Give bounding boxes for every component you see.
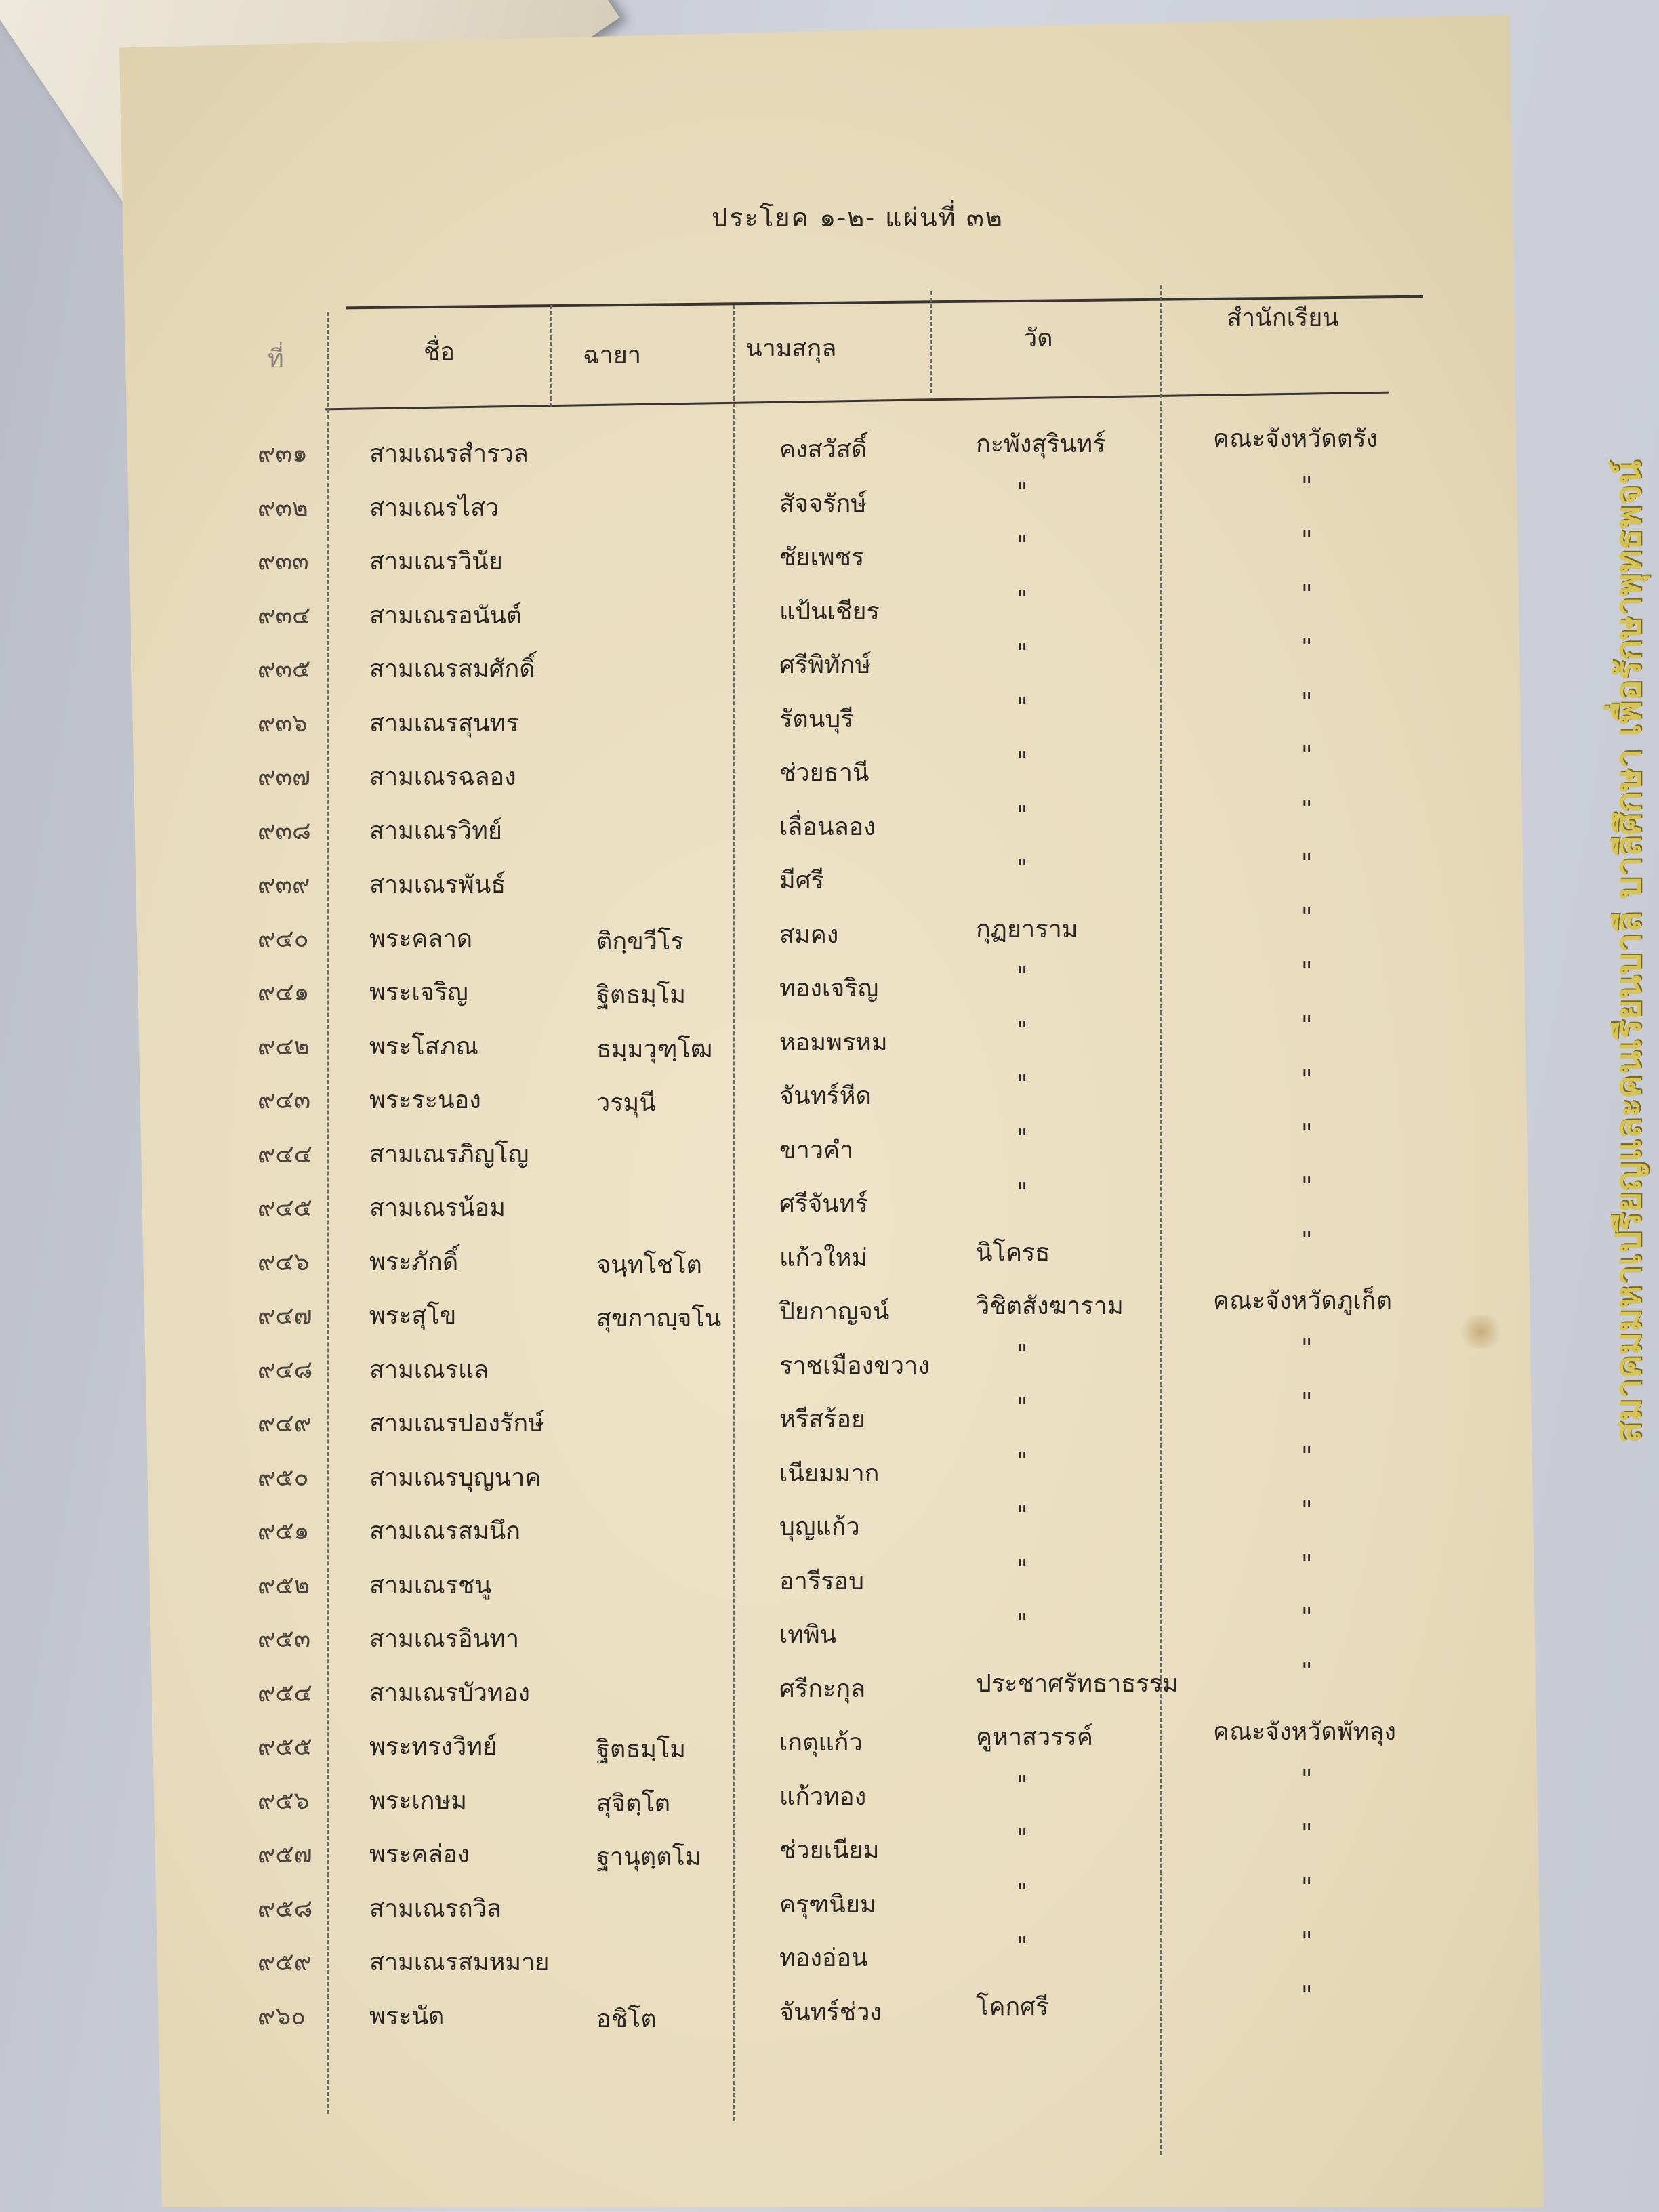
row-chaya: ติกฺขวีโร (596, 927, 684, 956)
row-name: สามเณรวิทย์ (369, 817, 502, 845)
row-number: ๙๓๕ (258, 655, 311, 683)
column-header-wat: วัด (1023, 325, 1053, 352)
row-number: ๙๕๒ (258, 1571, 310, 1599)
row-school: คณะจังหวัดภูเก็ต (1213, 1287, 1393, 1315)
row-wat: " (1017, 747, 1028, 775)
row-number: ๙๔๓ (258, 1086, 311, 1114)
row-number: ๙๖๐ (258, 2002, 306, 2030)
row-wat: " (1017, 1933, 1028, 1961)
column-header-name: ชื่อ (424, 338, 455, 366)
row-name: พระคลาด (369, 924, 473, 953)
row-wat: ประชาศรัทธาธรรม (976, 1669, 1179, 1698)
row-wat: " (1017, 1394, 1028, 1422)
row-chaya: ฐิตธมฺโม (596, 1736, 687, 1763)
row-wat: " (1017, 1771, 1028, 1799)
row-name: สามเณรไสว (369, 493, 499, 522)
row-name: พระเจริญ (369, 979, 468, 1006)
row-wat: " (1017, 1179, 1028, 1206)
row-number: ๙๓๖ (258, 709, 308, 737)
table-row (258, 580, 1423, 636)
table-row (258, 1173, 1423, 1229)
table-row (258, 1765, 1423, 1822)
row-name: สามเณรสมหมาย (369, 1948, 550, 1976)
row-school: " (1301, 1496, 1313, 1524)
row-number: ๙๔๙ (258, 1410, 312, 1437)
row-wat: " (1017, 586, 1028, 614)
row-school: " (1301, 1227, 1313, 1255)
table-row (258, 1287, 1423, 1336)
row-wat: " (1017, 855, 1028, 883)
row-name: สามเณรสุนทร (369, 709, 519, 737)
row-school: " (1301, 634, 1313, 662)
row-wat: " (1017, 478, 1028, 506)
row-name: สามเณรอนันต์ (369, 601, 523, 630)
row-number: ๙๕๕ (258, 1733, 312, 1761)
row-name: สามเณรบัวทอง (369, 1679, 530, 1707)
table-row (258, 1550, 1423, 1606)
row-school: " (1301, 1011, 1313, 1040)
row-wat: " (1017, 693, 1028, 722)
row-school: " (1301, 742, 1313, 770)
row-school: " (1301, 472, 1313, 501)
row-surname: เลื่อนลอง (779, 813, 876, 841)
row-surname: สัจจรักษ์ (779, 489, 867, 518)
row-school: " (1301, 1873, 1313, 1902)
row-surname: ศรีจันทร์ (779, 1190, 868, 1218)
row-school: " (1301, 903, 1313, 932)
row-name: พระสุโข (369, 1302, 457, 1330)
row-school: " (1301, 1065, 1313, 1093)
table-row (258, 1604, 1423, 1660)
column-divider-2 (550, 305, 552, 407)
row-surname: ขาวคำ (779, 1136, 854, 1164)
row-surname: สมคง (779, 920, 839, 949)
row-surname: เนียมมาก (779, 1459, 880, 1488)
row-name: สามเณรปองรักษ์ (369, 1410, 544, 1437)
row-chaya: อชิโต (596, 2005, 657, 2033)
row-wat: " (1017, 801, 1028, 830)
row-wat: โคกศรี (976, 1992, 1049, 2021)
row-name: พระภักดิ์ (369, 1248, 459, 1276)
column-divider-4 (930, 291, 932, 393)
row-surname: ช่วยเนียม (779, 1837, 880, 1864)
row-number: ๙๔๒ (258, 1032, 310, 1061)
row-surname: แป้นเชียร (779, 597, 880, 626)
table-row (258, 425, 1423, 474)
row-surname: ทองเจริญ (779, 975, 879, 1002)
row-number: ๙๔๐ (258, 924, 309, 953)
row-wat: นิโครธ (976, 1238, 1050, 1267)
row-name: พระระนอง (369, 1086, 481, 1114)
row-surname: ทองอ่อน (779, 1944, 868, 1972)
row-school: " (1301, 1765, 1313, 1794)
row-wat: " (1017, 1071, 1028, 1099)
row-surname: คงสวัสดิ์ (779, 436, 867, 464)
row-wat: " (1017, 1879, 1028, 1907)
row-name: สามเณรอินทา (369, 1625, 520, 1653)
row-wat: " (1017, 1448, 1028, 1476)
table-row (258, 1334, 1423, 1391)
table-row (258, 796, 1423, 852)
row-name: สามเณรพันธ์ (369, 871, 506, 899)
row-number: ๙๔๔ (258, 1140, 312, 1168)
row-name: สามเณรชนู (369, 1571, 491, 1599)
table-row (258, 1496, 1423, 1552)
column-header-surname: นามสกุล (745, 335, 837, 363)
row-name: พระนัด (369, 2002, 445, 2030)
row-number: ๙๓๘ (258, 817, 311, 845)
row-surname: อารีรอบ (779, 1567, 864, 1595)
column-header-number: ที่ (268, 345, 284, 373)
table-row (258, 688, 1423, 744)
row-number: ๙๕๔ (258, 1679, 312, 1707)
row-name: สามเณรภิญโญ (369, 1140, 529, 1168)
row-number: ๙๓๓ (258, 548, 309, 575)
row-school: " (1301, 1658, 1313, 1686)
row-name: สามเณรสมนึก (369, 1517, 521, 1545)
row-surname: ปิยกาญจน์ (779, 1298, 890, 1326)
row-surname: ราชเมืองขวาง (779, 1351, 930, 1380)
table-row (258, 850, 1423, 905)
row-surname: ชัยเพชร (779, 544, 865, 571)
row-surname: ช่วยธานี (779, 759, 869, 787)
row-wat: " (1017, 1610, 1028, 1637)
row-name: สามเณรวินัย (369, 548, 503, 575)
row-wat: " (1017, 1825, 1028, 1853)
table-row (258, 903, 1423, 960)
row-number: ๙๓๒ (258, 493, 308, 522)
table-row (258, 1011, 1423, 1067)
row-chaya: วรมุนี (596, 1089, 656, 1117)
row-surname: ศรีพิทักษ์ (779, 651, 872, 679)
row-number: ๙๔๖ (258, 1248, 310, 1276)
row-wat: " (1017, 1017, 1028, 1045)
row-name: สามเณรบุญนาค (369, 1463, 541, 1492)
table-row (258, 1981, 1423, 2037)
row-name: พระคล่อง (369, 1841, 470, 1868)
row-name: สามเณรน้อม (369, 1194, 506, 1222)
row-surname: แก้วทอง (779, 1782, 867, 1811)
row-school: " (1301, 1981, 1313, 2009)
row-name: สามเณรแล (369, 1355, 489, 1384)
row-number: ๙๔๗ (258, 1302, 312, 1330)
row-surname: จันทร์หีด (779, 1082, 872, 1110)
row-school: คณะจังหวัดพัทลุง (1213, 1718, 1396, 1746)
row-school: " (1301, 850, 1313, 878)
row-surname: เทพิน (779, 1621, 837, 1649)
watermark-text: สมาคมมหาเปรียญและคนเรียนบาลี บาลีศึกษา เพื่อรักษาพุทธพจน์ (1608, 461, 1649, 1443)
row-number: ๙๓๙ (258, 871, 310, 899)
row-chaya: สุขกาญฺจโน (596, 1305, 722, 1332)
row-wat: คูหาสวรรค์ (976, 1723, 1093, 1751)
row-number: ๙๕๖ (258, 1786, 310, 1815)
table-row (258, 527, 1423, 582)
row-school: " (1301, 1173, 1313, 1201)
row-name: พระทรงวิทย์ (369, 1733, 497, 1761)
table-row (258, 1119, 1423, 1175)
row-surname: ศรีกะกุล (779, 1675, 866, 1703)
row-number: ๙๕๘ (258, 1894, 313, 1923)
row-name: สามเณรถวิล (369, 1894, 502, 1923)
row-school: " (1301, 527, 1313, 554)
row-name: สามเณรสมศักดิ์ (369, 655, 535, 683)
table-row (258, 1873, 1423, 1929)
row-wat: กะพังสุรินทร์ (976, 430, 1106, 458)
table-row (258, 1820, 1423, 1875)
row-school: " (1301, 580, 1313, 609)
row-school: " (1301, 796, 1313, 824)
row-school: " (1301, 1927, 1313, 1955)
row-number: ๙๕๑ (258, 1517, 310, 1545)
row-chaya: ธมฺมวุฑฺโฒ (596, 1035, 713, 1063)
row-number: ๙๕๐ (258, 1463, 309, 1492)
row-surname: รัตนบุรี (779, 705, 854, 733)
row-wat: " (1017, 1340, 1028, 1368)
row-number: ๙๕๙ (258, 1948, 312, 1976)
table-body (258, 425, 1423, 2060)
row-surname: บุญแก้ว (779, 1513, 860, 1541)
row-school: " (1301, 1604, 1313, 1632)
row-wat: " (1017, 1124, 1028, 1153)
row-school: " (1301, 1442, 1313, 1471)
row-school: " (1301, 1119, 1313, 1147)
row-surname: จันทร์ช่วง (779, 1998, 882, 2026)
row-school: " (1301, 1550, 1313, 1578)
column-header-school: สำนักเรียน (1227, 304, 1339, 332)
row-number: ๙๔๑ (258, 979, 310, 1006)
table-row (258, 1389, 1423, 1444)
row-number: ๙๔๘ (258, 1355, 313, 1384)
row-surname: หอมพรหม (779, 1028, 888, 1057)
table-row (258, 1442, 1423, 1498)
row-number: ๙๓๔ (258, 601, 311, 630)
row-chaya: จนฺทโชโต (596, 1250, 702, 1279)
row-name: พระเกษม (369, 1786, 467, 1815)
row-school: " (1301, 1334, 1313, 1363)
table-row (258, 634, 1423, 690)
row-wat: " (1017, 963, 1028, 991)
row-chaya: ฐานุตฺตโม (596, 1843, 701, 1871)
row-surname: มีศรี (779, 867, 824, 895)
row-school: คณะจังหวัดตรัง (1213, 425, 1378, 453)
row-name: สามเณรฉลอง (369, 763, 516, 791)
row-surname: เกตุแก้ว (779, 1729, 863, 1757)
row-school: " (1301, 1389, 1313, 1416)
row-wat: " (1017, 1502, 1028, 1530)
column-header-chaya: ฉายา (583, 342, 642, 369)
table-row (258, 742, 1423, 798)
row-number: ๙๓๑ (258, 440, 308, 468)
row-wat: " (1017, 532, 1028, 560)
row-surname: แก้วใหม่ (779, 1244, 868, 1272)
table-row (258, 1227, 1423, 1283)
row-surname: ครุฑนิยม (779, 1890, 876, 1919)
row-school: " (1301, 1820, 1313, 1847)
table-row (258, 1927, 1423, 1983)
table-row (258, 1065, 1423, 1121)
row-number: ๙๕๓ (258, 1625, 311, 1653)
row-number: ๙๕๗ (258, 1841, 312, 1868)
row-school: " (1301, 958, 1313, 985)
table-row (258, 472, 1423, 529)
row-wat: วิชิตสังฆาราม (976, 1292, 1124, 1320)
row-wat: " (1017, 1555, 1028, 1584)
row-number: ๙๔๕ (258, 1194, 312, 1222)
table-row (258, 958, 1423, 1013)
row-school: " (1301, 688, 1313, 716)
row-chaya: สุจิตฺโต (596, 1789, 671, 1818)
table-row (258, 1718, 1423, 1767)
table-row (258, 1658, 1423, 1714)
row-wat: กุฏยาราม (976, 915, 1078, 943)
row-wat: " (1017, 640, 1028, 668)
row-number: ๙๓๗ (258, 763, 311, 791)
row-name: สามเณรสำรวล (369, 440, 529, 468)
row-chaya: ฐิตธมฺโม (596, 981, 687, 1009)
page-header: ประโยค ๑-๒- แผ่นที่ ๓๒ (712, 203, 1004, 232)
row-name: พระโสภณ (369, 1032, 478, 1061)
row-surname: หรีสร้อย (779, 1406, 866, 1433)
